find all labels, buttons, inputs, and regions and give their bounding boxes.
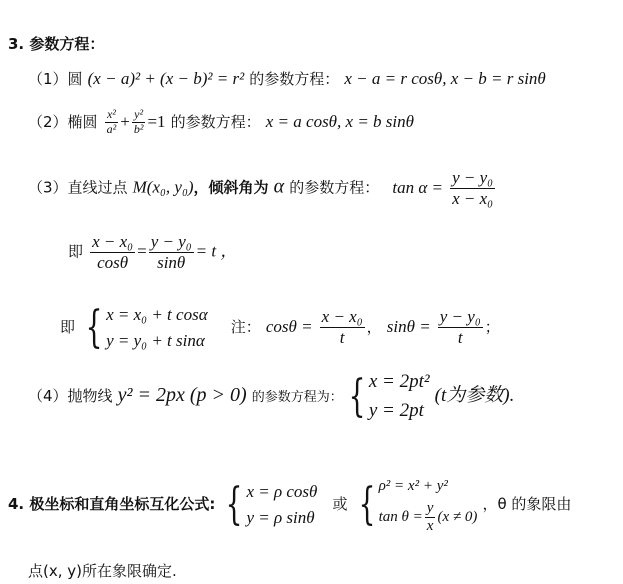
brace-icon: { (226, 478, 243, 530)
brace-icon: { (348, 370, 366, 422)
ji-2-comma: ， (366, 318, 382, 336)
section-4-system-2 (353, 474, 478, 535)
section-4-tail: ，θ 的象限由 (482, 495, 572, 513)
section-4-heading: 4. 极坐标和直角坐标互化公式: (8, 495, 216, 513)
ji-2-line-2: y = y₀ + t sinα (106, 330, 205, 350)
section-4-or: 或 (332, 495, 348, 513)
item-1-circle (28, 68, 546, 89)
item-2-label: （2）椭圆 (28, 112, 98, 131)
item-4-tail: (t为参数). (434, 385, 515, 406)
ji-1-frac-y: $\frac{\text{y − y₀}}{\sin\theta}$ (150, 232, 192, 272)
item-2-result: x = a cosθ, x = b sinθ (265, 111, 414, 131)
ji-line-2 (60, 302, 500, 353)
item-1-result: x − a = r cosθ, x − b = r sinθ (344, 69, 546, 88)
item-2-frac-x: $\frac{\text{x²}}{\text{a²}}$ (106, 107, 117, 136)
section-4-line-3: ρ² = x² + y² (378, 478, 448, 494)
ji-2-end: ； (484, 318, 500, 336)
section-4-system-1 (220, 479, 317, 530)
item-3-alpha: α (273, 175, 285, 198)
ji-2-cos-frac: $\frac{\text{x − x₀}}{t}$ (321, 307, 363, 347)
item-3-line (28, 168, 497, 208)
brace-icon: { (85, 301, 103, 353)
item-2-equals-one: =1 (147, 111, 166, 131)
section-3-heading: 3. 参数方程： (8, 35, 105, 53)
item-4-parabola (28, 368, 514, 425)
section-4 (8, 474, 571, 535)
item-1-text: 的参数方程： (249, 70, 340, 88)
ji-1-frac-x: $\frac{\text{x − x₀}}{\cos\theta}$ (92, 232, 134, 272)
ji-1-eq: = (137, 241, 147, 261)
ji-1-tail: = t ， (195, 241, 238, 261)
item-3-point: M(x₀, y₀) (132, 177, 194, 197)
brace-icon: { (358, 478, 376, 530)
item-4-text: 的参数方程为： (251, 390, 343, 405)
item-2-text: 的参数方程： (170, 112, 261, 131)
item-4-label: （4）抛物线 (28, 387, 113, 405)
item-3-bold-text: ，倾斜角为 (193, 178, 269, 197)
ji-line-1 (68, 232, 237, 272)
ji-2-label: 即 (60, 318, 76, 336)
section-4-line-4: tan θ = $\frac{y}{x}$ (x ≠ 0) (378, 499, 478, 534)
item-4-equation: y² = 2px (p > 0) (117, 384, 247, 406)
item-2-ellipse (28, 108, 414, 137)
item-3-label: （3）直线过点 (28, 178, 128, 197)
item-4-line-2: y = 2pt (368, 399, 424, 421)
ji-2-cos-left: cosθ = (265, 317, 313, 336)
item-2-frac-y: $\frac{\text{y²}}{\text{b²}}$ (133, 107, 144, 136)
last-line: 点(x, y)所在象限确定. (28, 562, 177, 580)
item-4-system (343, 368, 430, 425)
ji-2-sin-left: sinθ = (386, 317, 431, 336)
item-3-text: 的参数方程： (289, 178, 380, 197)
ji-2-line-1: x = x₀ + t cosα (106, 305, 208, 324)
item-2-plus: + (120, 111, 130, 131)
item-3-tan-left: tan α = (392, 177, 443, 197)
ji-1-label: 即 (68, 242, 84, 261)
item-1-label: （1）圆 (28, 70, 83, 88)
ji-2-sin-frac: $\frac{\text{y − y₀}}{t}$ (439, 307, 481, 347)
item-4-line-1: x = 2pt² (368, 371, 430, 392)
ji-2-system (80, 302, 208, 353)
item-3-tan-frac: $\frac{\text{y − y₀}}{\text{x − x₀}}$ (452, 168, 494, 208)
section-4-line-2: y = ρ sinθ (246, 507, 315, 527)
ji-2-note: 注： (230, 318, 261, 336)
item-1-equation: (x − a)² + (x − b)² = r² (87, 69, 245, 88)
section-4-line-1: x = ρ cosθ (246, 482, 318, 501)
